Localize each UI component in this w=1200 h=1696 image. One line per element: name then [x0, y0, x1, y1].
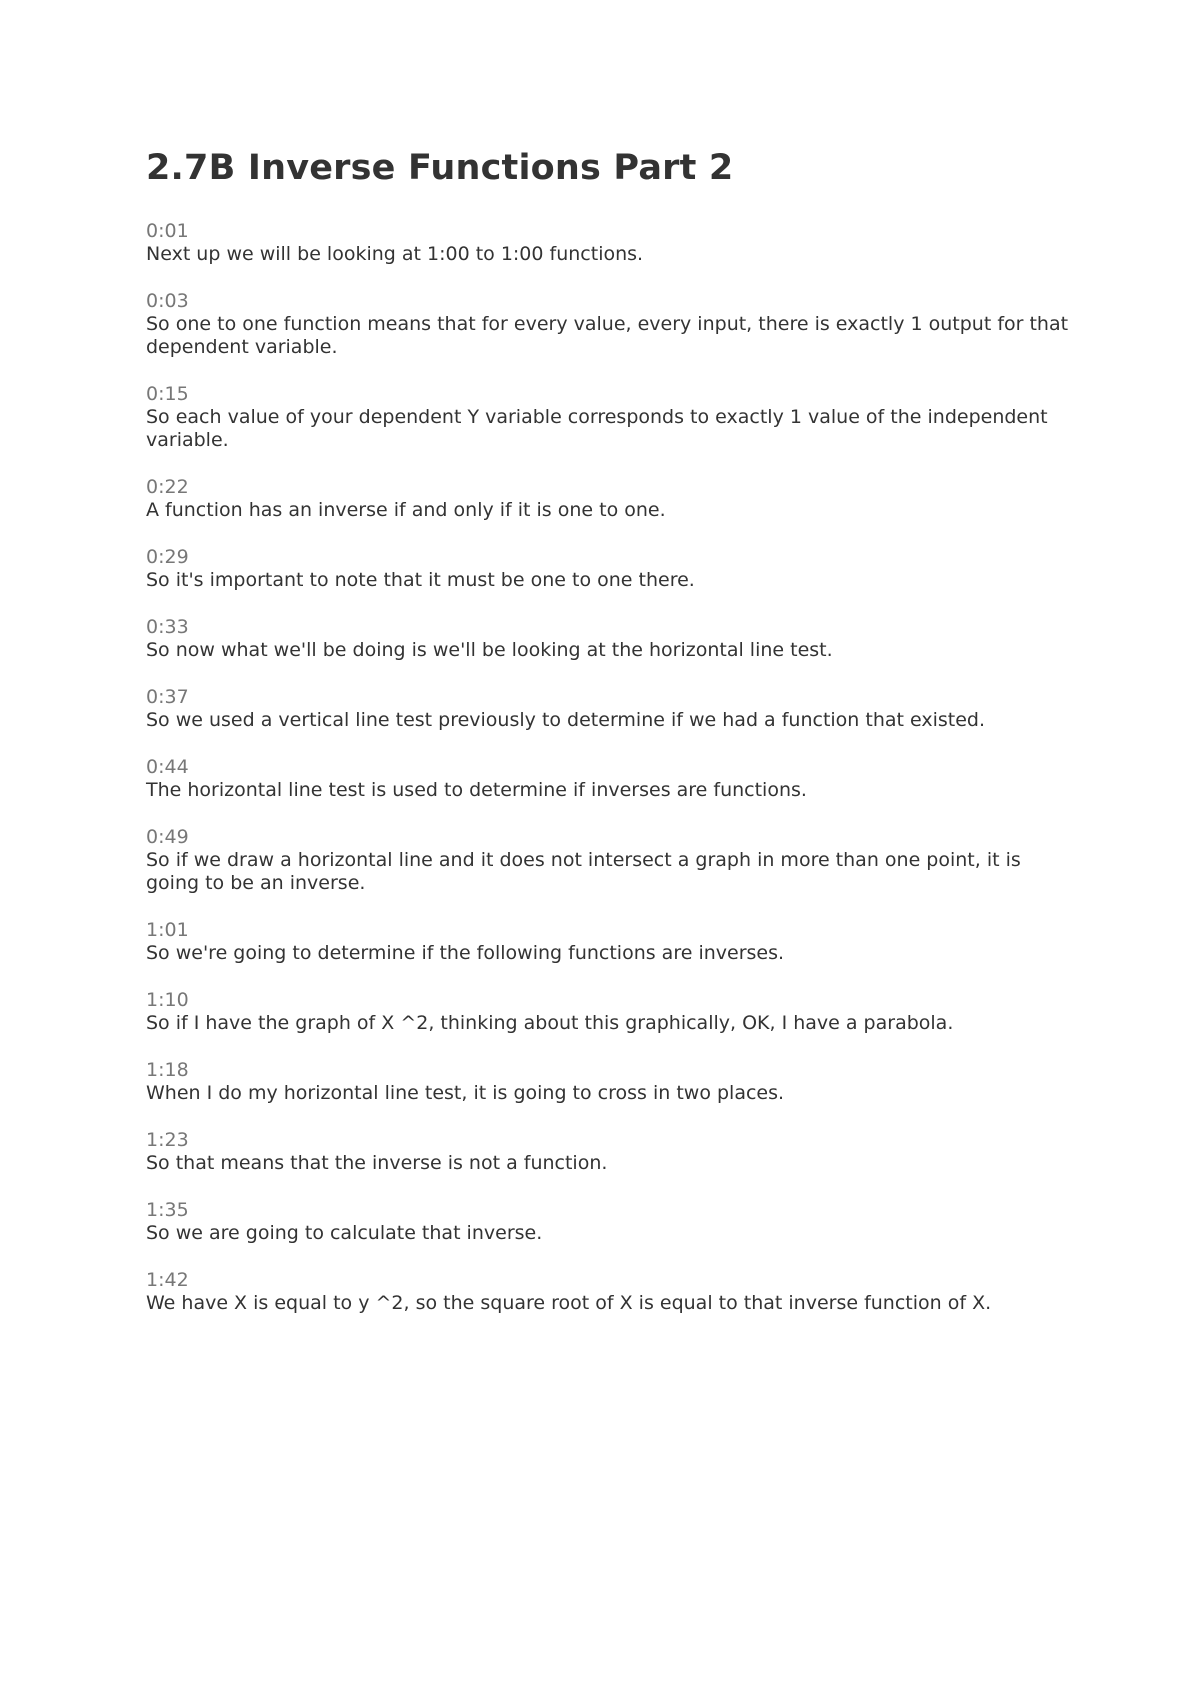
transcript-entry [146, 476, 1076, 522]
transcript-entry [146, 1129, 1076, 1175]
transcript-text: The horizontal line test is used to determine if inverses are functions. [146, 779, 807, 801]
transcript-text: A function has an inverse if and only if it is one to one. [146, 499, 666, 521]
transcript-entry [146, 383, 1076, 452]
timestamp: 1:10 [146, 989, 189, 1011]
document-title: 2.7B Inverse Functions Part 2 [146, 148, 734, 188]
timestamp: 0:15 [146, 383, 189, 405]
timestamp: 0:37 [146, 686, 189, 708]
timestamp: 1:42 [146, 1269, 189, 1291]
timestamp: 1:35 [146, 1199, 189, 1221]
transcript-text: Next up we will be looking at 1:00 to 1:00 functions. [146, 243, 644, 265]
transcript-text: So we used a vertical line test previously to determine if we had a function that existed. [146, 709, 986, 731]
timestamp: 0:22 [146, 476, 189, 498]
timestamp: 0:29 [146, 546, 189, 568]
timestamp: 1:23 [146, 1129, 189, 1151]
transcript-text: We have X is equal to y ^2, so the square root of X is equal to that inverse function of X. [146, 1292, 992, 1314]
timestamp: 0:01 [146, 220, 189, 242]
timestamp: 0:44 [146, 756, 189, 778]
timestamp: 0:03 [146, 290, 189, 312]
transcript-entry [146, 1059, 1076, 1105]
transcript-text: So one to one function means that for every value, every input, there is exactly 1 output for that dependent variable. [146, 313, 1069, 358]
transcript-text: So we're going to determine if the following functions are inverses. [146, 942, 785, 964]
transcript-entry [146, 989, 1076, 1035]
transcript-text: So if I have the graph of X ^2, thinking about this graphically, OK, I have a parabola. [146, 1012, 954, 1034]
transcript-text: So it's important to note that it must be one to one there. [146, 569, 695, 591]
transcript-entry [146, 686, 1076, 732]
transcript-entry [146, 616, 1076, 662]
transcript-entry [146, 756, 1076, 802]
document-page [146, 140, 1076, 1339]
transcript-text: So each value of your dependent Y variable corresponds to exactly 1 value of the independent variable. [146, 406, 1048, 451]
timestamp: 0:33 [146, 616, 189, 638]
transcript-entry [146, 546, 1076, 592]
transcript-text: So now what we'll be doing is we'll be looking at the horizontal line test. [146, 639, 833, 661]
transcript-entry [146, 826, 1076, 895]
timestamp: 1:18 [146, 1059, 189, 1081]
transcript-entry [146, 919, 1076, 965]
transcript-entry [146, 1199, 1076, 1245]
transcript-text: So we are going to calculate that inverse. [146, 1222, 543, 1244]
transcript-text: So if we draw a horizontal line and it does not intersect a graph in more than one point, it is going to be an inverse. [146, 849, 1021, 894]
transcript-text: When I do my horizontal line test, it is going to cross in two places. [146, 1082, 785, 1104]
transcript-entry [146, 1269, 1076, 1315]
transcript-entry [146, 220, 1076, 266]
timestamp: 1:01 [146, 919, 189, 941]
timestamp: 0:49 [146, 826, 189, 848]
transcript-entry [146, 290, 1076, 359]
transcript-text: So that means that the inverse is not a function. [146, 1152, 608, 1174]
